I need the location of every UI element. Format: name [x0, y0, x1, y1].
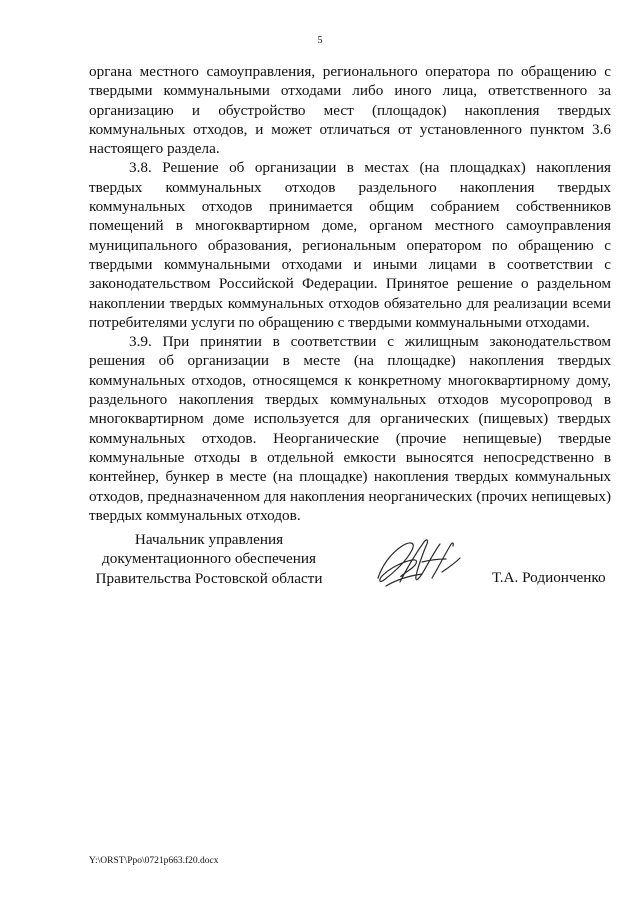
signer-position-line-1: Начальник управления — [134, 531, 284, 548]
signer-position-line-2: документационного обеспечения — [102, 550, 316, 568]
signature-block — [0, 530, 640, 590]
signer-position-line-3: Правительства Ростовской области — [95, 569, 323, 587]
paragraph-continuation: органа местного самоуправления, регионального оператора по обращению с твердыми коммунальными отходами либо иного лица, ответственного за организацию и обустройство мест (площадок) накопления твердых коммунальных отходов, и может отличаться от установленного пунктом 3.6 настоящего раздела. — [89, 63, 611, 158]
paragraph-3-9: 3.9. При принятии в соответствии с жилищным законодательством решения об организации в месте (на площадке) накопления твердых коммунальных отходов, относящемся к конкретному многоквартирному дому, раздельного накопления твердых коммунальных отходов мусоропровод в многоквартирном доме используется для органических (пищевых) твердых коммунальных отходов. Неорганические (прочие непищевые) твердые коммунальные отходы в отдельной емкости выносятся непосредственно в контейнер, бункер в месте (на площадке) накопления твердых коммунальных отходов, предназначенном для накопления неорганических (прочих непищевых) твердых коммунальных отходов. — [89, 333, 611, 524]
handwritten-signature — [372, 532, 464, 588]
paragraph-3-8: 3.8. Решение об организации в местах (на площадках) накопления твердых коммунальных отходов раздельного накопления твердых коммунальных отходов принимается общим собранием собственников помещений в многоквартирном доме, органом местного самоуправления муниципального образования, региональным оператором по обращению с твердыми коммунальными отходами и иными лицами в соответствии с законодательством Российской Федерации. Принятое решение о раздельном накоплении твердых коммунальных отходов обязательно для реализации всеми потребителями услуги по обращению с твердыми коммунальными отходами. — [89, 159, 611, 331]
signer-name: Т.А. Родионченко — [492, 569, 606, 586]
page-number: 5 — [317, 35, 323, 46]
signer-position — [89, 530, 329, 588]
document-body — [89, 62, 611, 525]
footer-file-path: Y:\ORST\Ppo\0721p663.f20.docx — [89, 856, 219, 866]
